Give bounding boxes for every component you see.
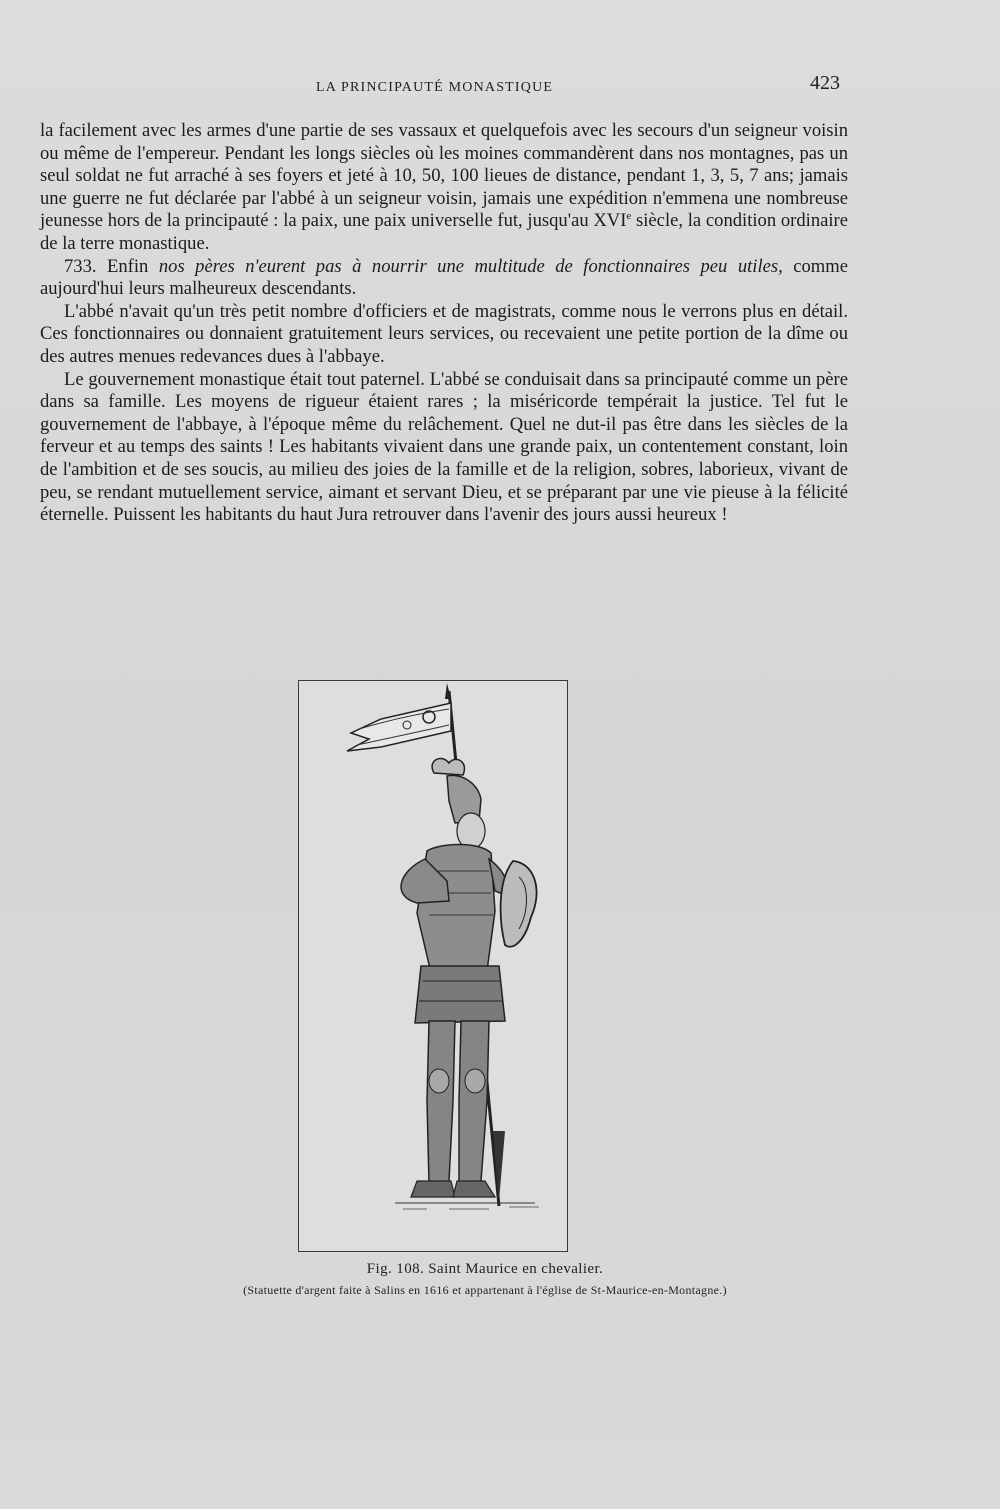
body-text <box>40 120 848 527</box>
figure-illustration <box>298 680 568 1252</box>
paragraph-text: la facilement avec les armes d'une partie de ses vassaux et quelquefois avec les secours d'un seigneur voisin ou même de l'empereur. Pendant les longs siècles où les moines commandèrent dans nos montagnes, pas un seul soldat ne fut arraché à ses foyers et jeté à 10, 50, 100 lieues de distance, pendant 1, 3, 5, 7 ans; jamais une guerre ne fut déclarée par l'abbé à un seigneur voisin, jamais une expédition n'emmena une nombreuse jeunesse hors de la principauté : la paix, une paix universelle fut, jusqu'au XVI <box>40 120 848 232</box>
paragraph-gouvernement: Le gouvernement monastique était tout paternel. L'abbé se conduisait dans sa principauté comme un père dans sa famille. Les moyens de rigueur étaient rares ; la miséricorde tempérait la justice. Tel fut le gouvernement de l'abbaye, à l'époque même du relâchement. Quel ne dut-il pas être dans les siècles de la ferveur et au temps des saints ! Les habitants vivaient dans une grande paix, un contentement constant, loin de l'ambition et de ses soucis, au milieu des joies de la famille et de la religion, sobres, laborieux, vivant de peu, se rendant mutuellement service, aimant et servant Dieu, et se préparant par une vie pieuse à la félicité éternelle. Puissent les habitants du haut Jura retrouver dans l'avenir des jours aussi heureux ! <box>40 368 848 526</box>
italic-phrase: nos pères n'eurent pas à nourrir une multitude de fonctionnaires peu utiles, <box>158 255 783 277</box>
paragraph-number: 733. Enfin <box>64 255 159 277</box>
paragraph-text-end: siècle, la condition ordinaire de la terre monastique. <box>40 210 848 254</box>
paragraph-officiers: L'abbé n'avait qu'un très petit nombre d'officiers et de magistrats, comme nous le verrons plus en détail. Ces fonctionnaires ou donnaient gratuitement leurs services, ou recevaient une petite portion de la dîme ou des autres menues redevances dues à l'abbaye. <box>40 300 848 367</box>
running-title: LA PRINCIPAUTÉ MONASTIQUE <box>316 80 554 95</box>
paragraph-continuation <box>40 120 848 256</box>
superscript: e <box>626 210 632 223</box>
figure-caption: Fig. 108. Saint Maurice en chevalier. <box>366 1261 604 1277</box>
paragraph-733 <box>40 256 848 301</box>
paragraph-text-end: comme aujourd'hui leurs malheureux descendants. <box>40 255 848 300</box>
knight-statuette-illustration <box>299 681 567 1251</box>
page-number: 423 <box>810 72 840 94</box>
figure-subcaption: (Statuette d'argent faite à Salins en 1616 et appartenant à l'église de St-Maurice-en-Montagne.) <box>243 1283 727 1297</box>
